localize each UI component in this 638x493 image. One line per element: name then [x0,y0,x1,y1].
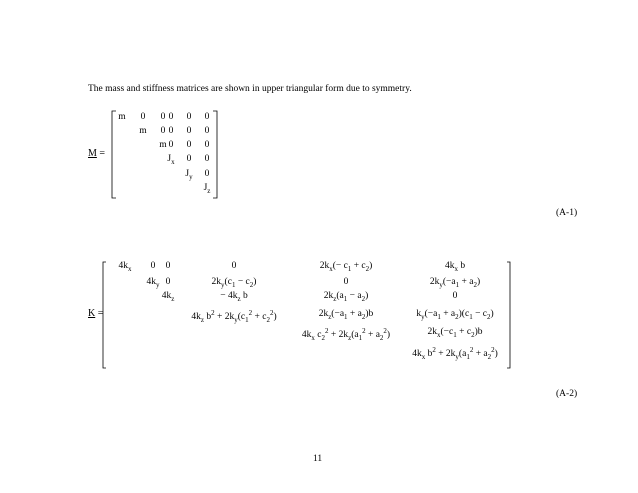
equation-number-a2: (A-2) [556,389,578,399]
matrix-cell: 0 [231,261,237,271]
page-number: 11 [313,454,323,464]
matrix-cell: $4k_x$ $b^2 + 2k_y(a_1^2 + a_2^2)$ [412,346,498,362]
matrix-cell: $J_z$ [203,183,211,195]
matrix-cell: $2k_y(c_1 - c_2)$ [211,277,257,289]
equation-number-a1: (A-1) [556,208,578,218]
matrix-cell: $4k_y$ [146,277,160,289]
matrix-cell: $J_y$ [185,169,193,181]
mass-matrix-symbol: M [88,148,97,159]
matrix-cell: 0 [168,112,174,122]
stiffness-matrix-symbol: K [88,308,96,319]
matrix-cell: 0 [186,112,192,122]
intro-text: The mass and stiffness matrices are shown in upper triangular form due to symmetry. [88,84,412,94]
matrix-cell: 0 [165,277,171,287]
matrix-cell: 0 [186,154,192,164]
matrix-cell: m [118,112,126,122]
matrix-cell: 0 [204,140,210,150]
matrix-cell: $2k_y(-a_1 + a_2)$ [429,277,481,289]
matrix-cell: 0 [204,169,210,179]
stiffness-equals-sign: = [97,308,104,319]
matrix-cell: 0 [168,140,174,150]
matrix-cell: $4k_x$ [118,261,132,273]
matrix-cell: $4k_z$ $b^2 + 2k_y(c_1^2 + c_2^2)$ [191,309,277,325]
matrix-cell: 0 [204,126,210,136]
matrix-cell: 0 [160,112,166,122]
matrix-cell: $2k_x(- c_1 + c_2)$ [319,261,373,273]
stiffness-right-bracket [507,262,510,368]
matrix-cell: $4k_x$ b [444,261,466,273]
matrix-cell: 0 [452,291,458,301]
matrix-cell: − $4k_z$ b [220,291,248,303]
matrix-cell: 0 [186,126,192,136]
matrix-cell: $2k_x(-c_1 + c_2)b$ [427,327,483,339]
matrix-cell: $J_x$ [167,154,175,166]
mass-equals-sign: = [99,148,106,159]
matrix-cell: 0 [204,112,210,122]
matrix-cell: 0 [343,277,349,287]
matrix-cell: 0 [168,126,174,136]
matrix-cell: $2k_z(-a_1 + a_2)b$ [318,309,374,321]
matrix-cell: m [159,140,167,150]
matrix-cell: 0 [160,126,166,136]
matrix-cell: 0 [140,112,146,122]
matrix-cell: $k_y(-a_1 + a_2)(c_1 - c_2)$ [416,309,494,321]
matrix-cell: m [139,126,147,136]
matrix-cell: $4k_z$ [161,291,175,303]
matrix-cell: $2k_z(a_1 - a_2)$ [323,291,369,303]
matrix-cell: $4k_x$ $c_2^2 + 2k_z(a_1^2 + a_2^2)$ [301,327,391,343]
matrix-cell: 0 [186,140,192,150]
stiffness-left-bracket [103,262,106,368]
matrix-cell: 0 [165,261,171,271]
matrix-cell: 0 [150,261,156,271]
matrix-cell: 0 [204,154,210,164]
